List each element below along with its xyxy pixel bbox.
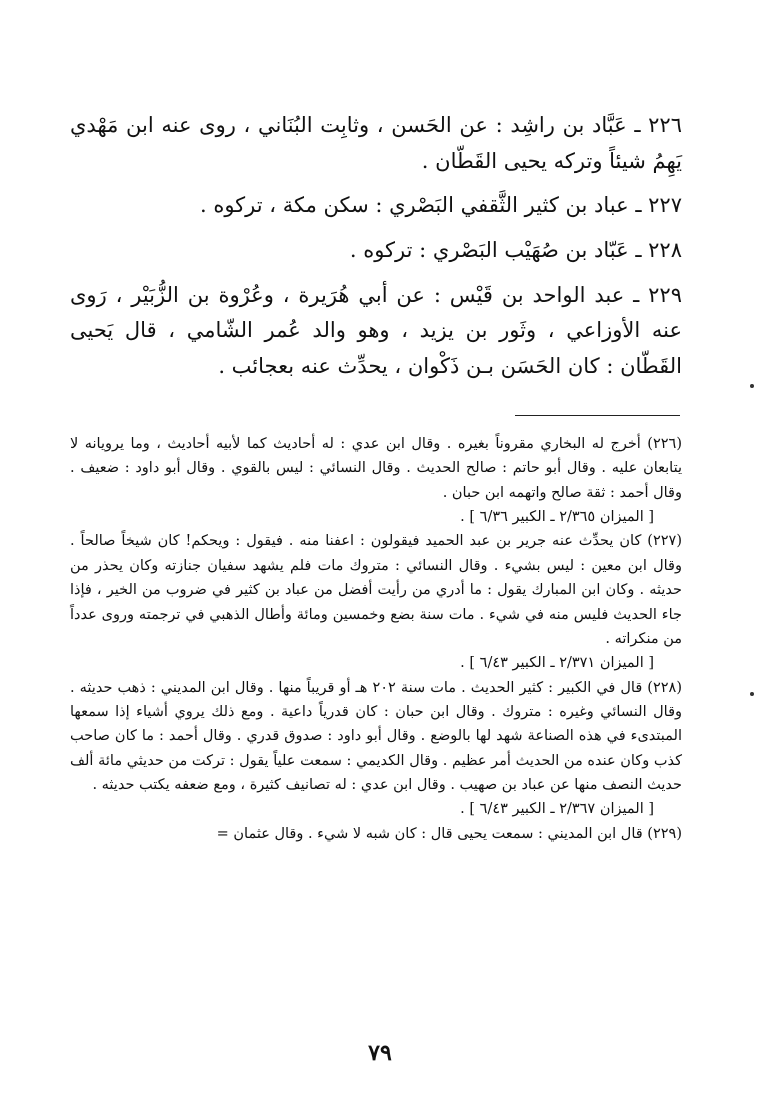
footnote-228-reference: [ الميزان ٢/٣٦٧ ـ الكبير ٦/٤٣ ] . xyxy=(460,801,654,818)
entry-226: ٢٢٦ ـ عَبَّاد بن راشِد : عن الحَسن ، وثابِت البُنَاني ، روى عنه ابن مَهْدي يَهِمُ شيئاً وتركه يحيى القَطّان . xyxy=(70,113,682,173)
footnote-separator xyxy=(515,415,680,416)
footnotes xyxy=(70,432,682,846)
main-text xyxy=(70,108,682,394)
footnote-228: (٢٢٨) قال في الكبير : كثير الحديث . مات سنة ٢٠٢ هـ أو قريباً منها . وقال ابن المديني : ذهب حديثه . وقال النسائي وغيره : متروك . وقال ابن حبان : كان قدرياً داعية . ومع ذلك يروي أشياء إذا سمعها المبتدىء في هذه الصناعة شهد لها بالوضع . وقال أبو داود : صدوق قدري . وقال أحمد : ما كان صاحب كذب وكان عنده من الحديث أمر عظيم . وقال الكديمي : سمعت علياً يقول : تركت من حديثي مائة ألف حديث النصف منها عن عباد بن صهيب . وقال ابن عدي : له تصانيف كثيرة ، ومع ضعفه يكتب حديثه . xyxy=(70,679,682,794)
page-number: ٧٩ xyxy=(368,1040,392,1066)
margin-dot xyxy=(750,692,754,696)
footnote-226-reference: [ الميزان ٢/٣٦٥ ـ الكبير ٦/٣٦ ] . xyxy=(460,509,654,526)
footnote-226: (٢٢٦) أخرج له البخاري مقروناً بغيره . وقال ابن عدي : له أحاديث كما لأبيه أحاديث ، وما يرويانه لا يتابعان عليه . وقال أبو حاتم : صالح الحديث . وقال النسائي : ليس بالقوي . وقال أبو داود : ضعيف . وقال أحمد : ثقة صالح واتهمه ابن حبان . xyxy=(70,436,682,501)
footnote-227-reference: [ الميزان ٢/٣٧١ ـ الكبير ٦/٤٣ ] . xyxy=(460,655,654,672)
margin-dot xyxy=(750,384,754,388)
entry-228: ٢٢٨ ـ عَبّاد بن صُهَيْب البَصْري : تركوه . xyxy=(349,238,682,263)
footnote-227: (٢٢٧) كان يحدِّث عنه جرير بن عبد الحميد فيقولون : اعفنا منه . فيقول : ويحكم! كان شيخاً صالحاً . وقال ابن معين : ليس بشيء . وقال النسائي : متروك مات فلم يشهد سفيان جنازته وكان يحذر من حديثه . وكان ابن المبارك يقول : ما أدري من رأيت أفضل من عباد بن كثير في ضروب من الخير ، فإذا جاء الحديث فليس منه في شيء . مات سنة بضع وخمسين ومائة وأطال الذهبي في ترجمته وروى عدداً من منكراته . xyxy=(70,533,682,647)
entry-227: ٢٢٧ ـ عباد بن كثير الثَّقفي البَصْري : سكن مكة ، تركوه . xyxy=(199,193,682,218)
footnote-229: (٢٢٩) قال ابن المديني : سمعت يحيى قال : كان شبه لا شيء . وقال عثمان = xyxy=(216,825,682,842)
entry-229: ٢٢٩ ـ عبد الواحد بن قَيْس : عن أبي هُرَيرة ، وعُرْوة بن الزُّبَيْر ، رَوى عنه الأوزاعي ، وثَور بن يزيد ، وهو والد عُمر الشّامي ، قال يَحيى القَطّان : كان الحَسَن بـن ذَكْوان ، يحدِّث عنه بعجائب . xyxy=(70,282,682,379)
